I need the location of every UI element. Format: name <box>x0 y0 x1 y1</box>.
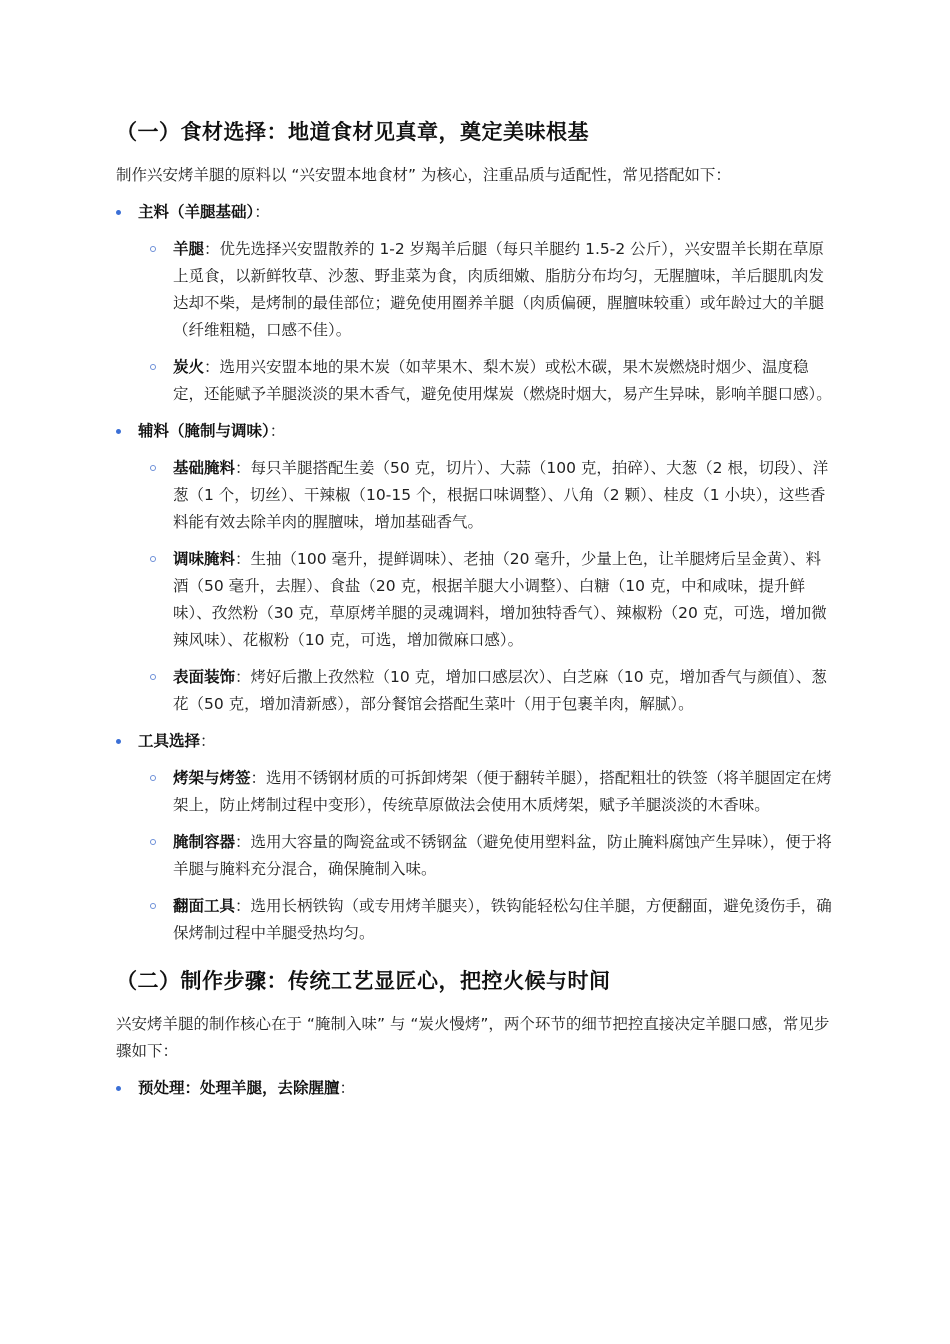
list-item-tools: 工具选择： <box>116 728 836 755</box>
section-heading-steps: （二）制作步骤：传统工艺显匠心，把控火候与时间 <box>116 969 611 993</box>
item-term: 烤架与烤签 <box>173 769 251 787</box>
bullet-circle-icon <box>150 903 156 909</box>
bullet-dot-icon <box>116 210 121 215</box>
group-title: 主料（羊腿基础） <box>138 203 255 221</box>
bullet-circle-icon <box>150 556 156 562</box>
item-text: ：优先选择兴安盟散养的 1-2 岁羯羊后腿（每只羊腿约 1.5-2 公斤），兴安盟羊长期在草原上觅食，以新鲜牧草、沙葱、野韭菜为食，肉质细嫩、脂肪分布均匀，无腥膻味，羊后腿肌肉发达却不柴，是烤制的最佳部位；避免使用圈养羊腿（肉质偏硬，腥膻味较重）或年龄过大的羊腿（纤维粗糙，口感不佳）。 <box>173 240 825 339</box>
section-intro-ingredients: 制作兴安烤羊腿的原料以 “兴安盟本地食材” 为核心，注重品质与适配性，常见搭配如下： <box>116 166 731 184</box>
list-item-main-ingredients: 主料（羊腿基础）： <box>116 199 836 226</box>
item-text: ：烤好后撒上孜然粒（10 克，增加口感层次）、白芝麻（10 克，增加香气与颜值）、葱花（50 克，增加清新感），部分餐馆会搭配生菜叶（用于包裹羊肉，解腻）。 <box>173 668 827 713</box>
list-item-seasoning-marinade <box>116 546 836 654</box>
item-text: ：选用长柄铁钩（或专用烤羊腿夹），铁钩能轻松勾住羊腿，方便翻面，避免烫伤手，确保烤制过程中羊腿受热均匀。 <box>173 897 832 942</box>
bullet-dot-icon <box>116 1086 121 1091</box>
item-text: ：每只羊腿搭配生姜（50 克，切片）、大蒜（100 克，拍碎）、大葱（2 根，切段）、洋葱（1 个，切丝）、干辣椒（10-15 个，根据口味调整）、八角（2 颗）、桂皮（1 小块），这些香料能有效去除羊肉的腥膻味，增加基础香气。 <box>173 459 829 531</box>
list-item-charcoal <box>116 354 836 408</box>
list-item-lamb-leg <box>116 236 836 344</box>
bullet-circle-icon <box>150 674 156 680</box>
item-term: 表面装饰 <box>173 668 236 686</box>
item-text: ：选用大容量的陶瓷盆或不锈钢盆（避免使用塑料盆，防止腌料腐蚀产生异味），便于将羊腿与腌料充分混合，确保腌制入味。 <box>173 833 832 878</box>
item-term: 炭火 <box>173 358 205 376</box>
list-item-surface-garnish <box>116 664 836 718</box>
section-intro-steps: 兴安烤羊腿的制作核心在于 “腌制入味” 与 “炭火慢烤”，两个环节的细节把控直接决定羊腿口感，常见步骤如下： <box>116 1015 830 1060</box>
list-item-auxiliary-ingredients: 辅料（腌制与调味）： <box>116 418 836 445</box>
group-title: 预处理：处理羊腿，去除腥膻 <box>138 1079 340 1097</box>
bullet-circle-icon <box>150 465 156 471</box>
item-term: 腌制容器 <box>173 833 236 851</box>
group-title: 工具选择 <box>138 732 201 750</box>
group-title: 辅料（腌制与调味） <box>138 422 270 440</box>
list-item-marinating-container <box>116 829 836 883</box>
bullet-dot-icon <box>116 739 121 744</box>
section-heading-ingredients: （一）食材选择：地道食材见真章，奠定美味根基 <box>116 120 589 144</box>
bullet-circle-icon <box>150 775 156 781</box>
bullet-circle-icon <box>150 246 156 252</box>
item-text: ：选用兴安盟本地的果木炭（如苹果木、梨木炭）或松木碳，果木炭燃烧时烟少、温度稳定，还能赋予羊腿淡淡的果木香气，避免使用煤炭（燃烧时烟大，易产生异味，影响羊腿口感）。 <box>173 358 832 403</box>
item-term: 调味腌料 <box>173 550 236 568</box>
list-item-preprocessing: 预处理：处理羊腿，去除腥膻： <box>116 1075 836 1102</box>
bullet-circle-icon <box>150 839 156 845</box>
item-term: 基础腌料 <box>173 459 236 477</box>
item-text: ：生抽（100 毫升，提鲜调味）、老抽（20 毫升，少量上色，让羊腿烤后呈金黄）、料酒（50 毫升，去腥）、食盐（20 克，根据羊腿大小调整）、白糖（10 克，中和咸味，提升鲜味）、孜然粉（30 克，草原烤羊腿的灵魂调料，增加独特香气）、辣椒粉（20 克，可选，增加微辣风味）、花椒粉（10 克，可选，增加微麻口感）。 <box>173 550 827 649</box>
item-term: 羊腿 <box>173 240 205 258</box>
item-text: ：选用不锈钢材质的可拆卸烤架（便于翻转羊腿），搭配粗壮的铁签（将羊腿固定在烤架上，防止烤制过程中变形），传统草原做法会使用木质烤架，赋予羊腿淡淡的木香味。 <box>173 769 832 814</box>
item-term: 翻面工具 <box>173 897 236 915</box>
list-item-turning-tool <box>116 893 836 947</box>
bullet-dot-icon <box>116 429 121 434</box>
list-item-basic-marinade <box>116 455 836 536</box>
list-item-grill-skewers <box>116 765 836 819</box>
bullet-circle-icon <box>150 364 156 370</box>
document-page <box>116 110 836 1102</box>
